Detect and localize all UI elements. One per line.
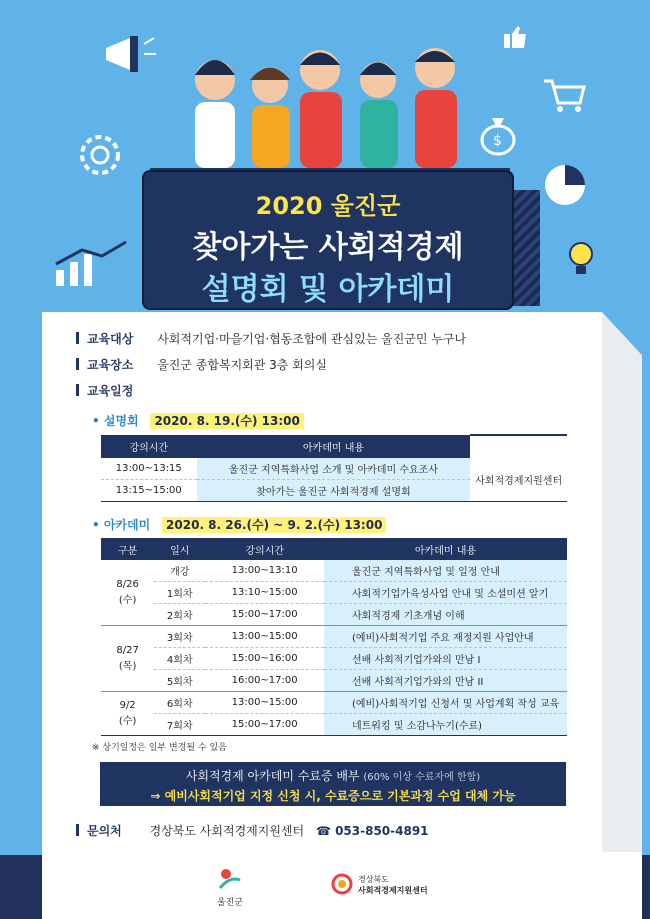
academy-date: 2020. 8. 26.(수) ~ 9. 2.(수) 13:00: [162, 517, 386, 533]
title-box-shadow: [510, 190, 540, 306]
group-date: 9/2 (수): [101, 692, 154, 736]
pie-chart-icon: [540, 160, 590, 210]
target-row: 교육대상 사회적기업·마을기업·협동조합에 관심있는 울진군민 누구나: [76, 330, 466, 347]
table-row: 2회차 15:00~17:00 사회적경제 기초개념 이해: [101, 604, 567, 626]
main-title-line1: 찾아가는 사회적경제: [192, 230, 464, 265]
schedule-row: 교육일정: [76, 382, 133, 399]
bullet-bar: [76, 824, 79, 836]
certificate-banner: 사회적경제 아카데미 수료증 배부 (60% 이상 수료자에 한함) ⇒ 예비사회적기업 지정 신청 시, 수료증으로 기본과정 수업 대체 가능: [100, 762, 566, 806]
table-row: 13:00~13:15 울진군 지역특화사업 소개 및 아카데미 수요조사 사회적경제지원센터: [101, 458, 567, 480]
gear-icon: [70, 125, 130, 185]
svg-text:$: $: [493, 133, 502, 149]
place-value: 울진군 종합복지회관 3층 회의실: [157, 358, 327, 372]
people-illustration: [150, 40, 510, 180]
cart-icon: [540, 75, 590, 115]
place-row: 교육장소 울진군 종합복지회관 3층 회의실: [76, 356, 327, 373]
group-date: 8/27 (목): [101, 626, 154, 692]
table-row: 4회차 15:00~16:00 선배 사회적기업가와의 만남 I: [101, 648, 567, 670]
academy-heading: • 아카데미 2020. 8. 26.(수) ~ 9. 2.(수) 13:00: [92, 516, 386, 533]
uljin-logo: 울진군: [210, 866, 250, 910]
growth-chart-icon: [52, 240, 132, 290]
table-row: 9/2 (수) 6회차 13:00~15:00 (예비)사회적기업 신청서 및 사업계획 작성 교육: [101, 692, 567, 714]
group-date: 8/26 (수): [101, 560, 154, 626]
table-row: 8/26 (수) 개강 13:00~13:10 울진군 지역특화사업 및 일정 안내: [101, 560, 567, 582]
main-title-line2: 설명회 및 아카데미: [201, 272, 455, 307]
uljin-logo-mark: [216, 866, 244, 892]
organizer-cell: 사회적경제지원센터: [470, 458, 567, 502]
contact-phone: ☎ 053-850-4891: [315, 824, 429, 838]
briefing-table: 강의시간 아카데미 내용 13:00~13:15 울진군 지역특화사업 소개 및 아카데미 수요조사 사회적경제지원센터 13:15~15:00 찾아가는 울진군 사회적경제 설명회: [101, 434, 567, 502]
bullet-bar: [76, 332, 79, 344]
title-box: [142, 170, 514, 310]
table-row: 5회차 16:00~17:00 선배 사회적기업가와의 만남 II: [101, 670, 567, 692]
academy-table: 구분 일시 강의시간 아카데미 내용 8/26 (수) 개강 13:00~13:10 울진군 지역특화사업 및 일정 안내 1회차 13:10~15:00 사회적기업가육성사업 안내 및 소셜미션 알기 2회차 15:00~17:00 사회적경제 기초개념 이해 8/27 (목) 3회차 13:00~15:00 (예비)사회적기업 주요 재정지원 사업안내 4회차 15:00~16:00 선배 사회적기업가와의 만남 I 5회차 16:00~17:00 선배 사회적기업가와의 만남 II 9/2 (수) 6회차 13:00~15:00 (예비)사회적기업 신청서 및 사업계획 작성 교육 7회차 15:00~17:00 네트워킹 및 소감나누기(수료): [101, 538, 567, 736]
table-row: 1회차 13:10~15:00 사회적기업가육성사업 안내 및 소셜미션 알기: [101, 582, 567, 604]
briefing-heading: • 설명회 2020. 8. 19.(수) 13:00: [92, 412, 304, 429]
target-value: 사회적기업·마을기업·협동조합에 관심있는 울진군민 누구나: [157, 332, 467, 346]
lightbulb-icon: [566, 238, 596, 282]
year-title: 2020 울진군: [255, 192, 401, 220]
bullet-bar: [76, 384, 79, 396]
contact-org: 경상북도 사회적경제지원센터: [149, 824, 305, 838]
bullet-bar: [76, 358, 79, 370]
table-row: 13:15~15:00 찾아가는 울진군 사회적경제 설명회: [101, 480, 567, 502]
table-row: 7회차 15:00~17:00 네트워킹 및 소감나누기(수료): [101, 714, 567, 736]
card-side: [602, 312, 642, 852]
table-row: 8/27 (목) 3회차 13:00~15:00 (예비)사회적기업 주요 재정지원 사업안내: [101, 626, 567, 648]
contact-row: 문의처 경상북도 사회적경제지원센터 ☎ 053-850-4891: [76, 822, 429, 839]
center-logo: 경상북도 사회적경제지원센터: [330, 872, 440, 902]
schedule-note: ※ 상기일정은 일부 변경될 수 있음: [92, 743, 227, 753]
center-logo-mark: [330, 872, 354, 896]
briefing-date: 2020. 8. 19.(수) 13:00: [150, 413, 303, 429]
